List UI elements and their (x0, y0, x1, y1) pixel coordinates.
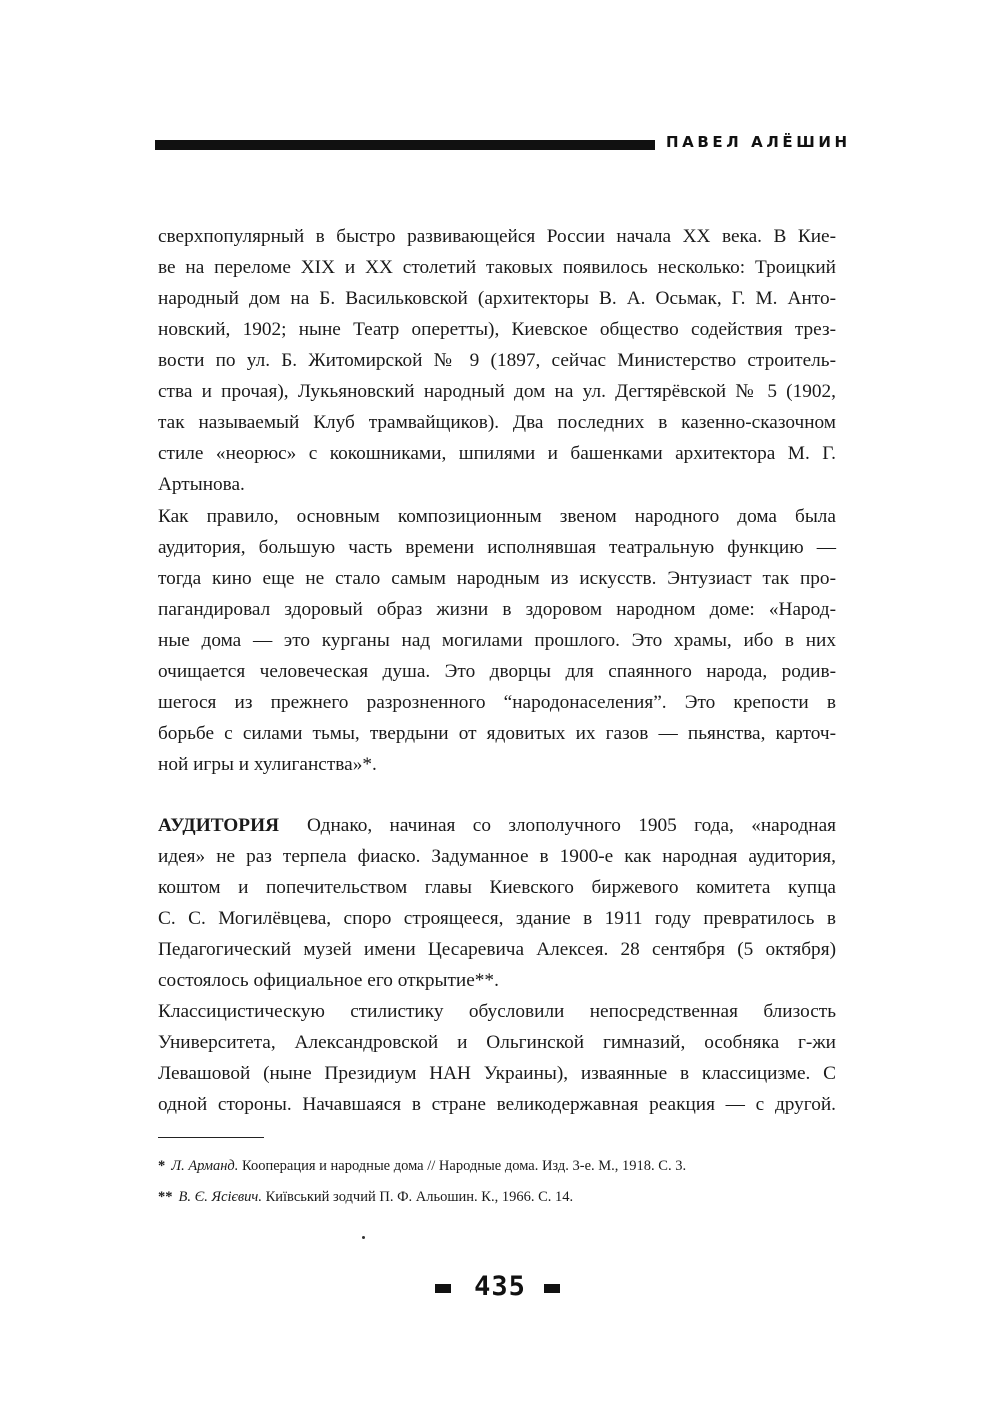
text-line: Левашовой (ныне Президиум НАН Украины), изваянные в классицизме. С (158, 1063, 836, 1084)
stray-mark (362, 1236, 365, 1239)
text-line: ной игры и хулиганства»*. (158, 754, 377, 775)
text-line: народный дом на Б. Васильковской (архитекторы В. А. Осьмак, Г. М. Анто- (158, 288, 836, 309)
section-run-in-heading: АУДИТОРИЯ (158, 815, 279, 836)
text-line: Артынова. (158, 474, 245, 495)
footnote-author: В. Є. Ясієвич. (178, 1189, 262, 1205)
folio-dash-right (544, 1284, 560, 1293)
text-line: пагандировал здоровый образ жизни в здоровом народном доме: «Народ- (158, 599, 836, 620)
text-line: ства и прочая), Лукьяновский народный дом на ул. Дегтярёвской № 5 (1902, (158, 381, 836, 402)
running-head-author: ПАВЕЛ АЛЁШИН (666, 133, 851, 151)
text-line: сверхпопулярный в быстро развивающейся России начала XX века. В Кие- (158, 226, 836, 247)
text-line: тогда кино еще не стало самым народным из искусств. Энтузиаст так про- (158, 568, 836, 589)
text-line: одной стороны. Начавшаяся в стране великодержавная реакция — с другой. (158, 1094, 836, 1115)
text-line (158, 810, 836, 841)
text-line: Университета, Александровской и Ольгинской гимназий, особняка г-жи (158, 1032, 836, 1053)
text-line: вости по ул. Б. Житомирской № 9 (1897, сейчас Министерство строитель- (158, 350, 836, 371)
text-line: С. С. Могилёвцева, споро строящееся, здание в 1911 году превратилось в (158, 908, 836, 929)
text-line: Как правило, основным композиционным звеном народного дома была (158, 506, 836, 527)
paragraph-1 (158, 221, 836, 500)
text-line: ные дома — это курганы над могилами прошлого. Это храмы, ибо в них (158, 630, 836, 651)
text-line: стиле «неорюс» с кокошниками, шпилями и башенками архитектора М. Г. (158, 443, 836, 464)
footnote-1 (158, 1156, 686, 1176)
text-line: новский, 1902; ныне Театр оперетты), Киевское общество содействия трез- (158, 319, 836, 340)
text-line: очищается человеческая душа. Это дворцы для спаянного народа, родив- (158, 661, 836, 682)
footnote-mark: * (158, 1158, 166, 1174)
text-line: Педагогический музей имени Цесаревича Алексея. 28 сентября (5 октября) (158, 939, 836, 960)
text-line: шегося из прежнего разрозненного “народонаселения”. Это крепости в (158, 692, 836, 713)
paragraph-4 (158, 996, 836, 1120)
footnote-mark: ** (158, 1189, 173, 1205)
paragraph-auditoriya (158, 810, 836, 996)
footnote-text: Київський зодчий П. Ф. Альошин. К., 1966. С. 14. (265, 1189, 574, 1205)
text-line: состоялось официальное его открытие**. (158, 970, 499, 991)
text-line: Классицистическую стилистику обусловили непосредственная близость (158, 1001, 836, 1022)
footnote-text: Кооперация и народные дома // Народные дома. Изд. 3-е. М., 1918. С. 3. (242, 1158, 687, 1174)
footnote-author: Л. Арманд. (171, 1158, 239, 1174)
text-line: так называемый Клуб трамвайщиков). Два последних в казенно-сказочном (158, 412, 836, 433)
folio-dash-left (435, 1284, 451, 1293)
page-number: 435 (474, 1271, 526, 1302)
text-line: аудитория, большую часть времени исполнявшая театральную функцию — (158, 537, 836, 558)
text-line: идея» не раз терпела фиаско. Задуманное в 1900-е как народная аудитория, (158, 846, 836, 867)
text-line: борьбе с силами тьмы, твердыни от ядовитых их газов — пьянства, карточ- (158, 723, 836, 744)
text-line: ве на переломе XIX и XX столетий таковых появилось несколько: Троицкий (158, 257, 836, 278)
footnote-separator (158, 1137, 264, 1138)
text-line: коштом и попечительством главы Киевского биржевого комитета купца (158, 877, 836, 898)
footnote-2 (158, 1187, 573, 1207)
text-line-content: Однако, начиная со злополучного 1905 года, «народная (307, 815, 836, 836)
paragraph-2 (158, 501, 836, 780)
header-rule (155, 140, 655, 150)
